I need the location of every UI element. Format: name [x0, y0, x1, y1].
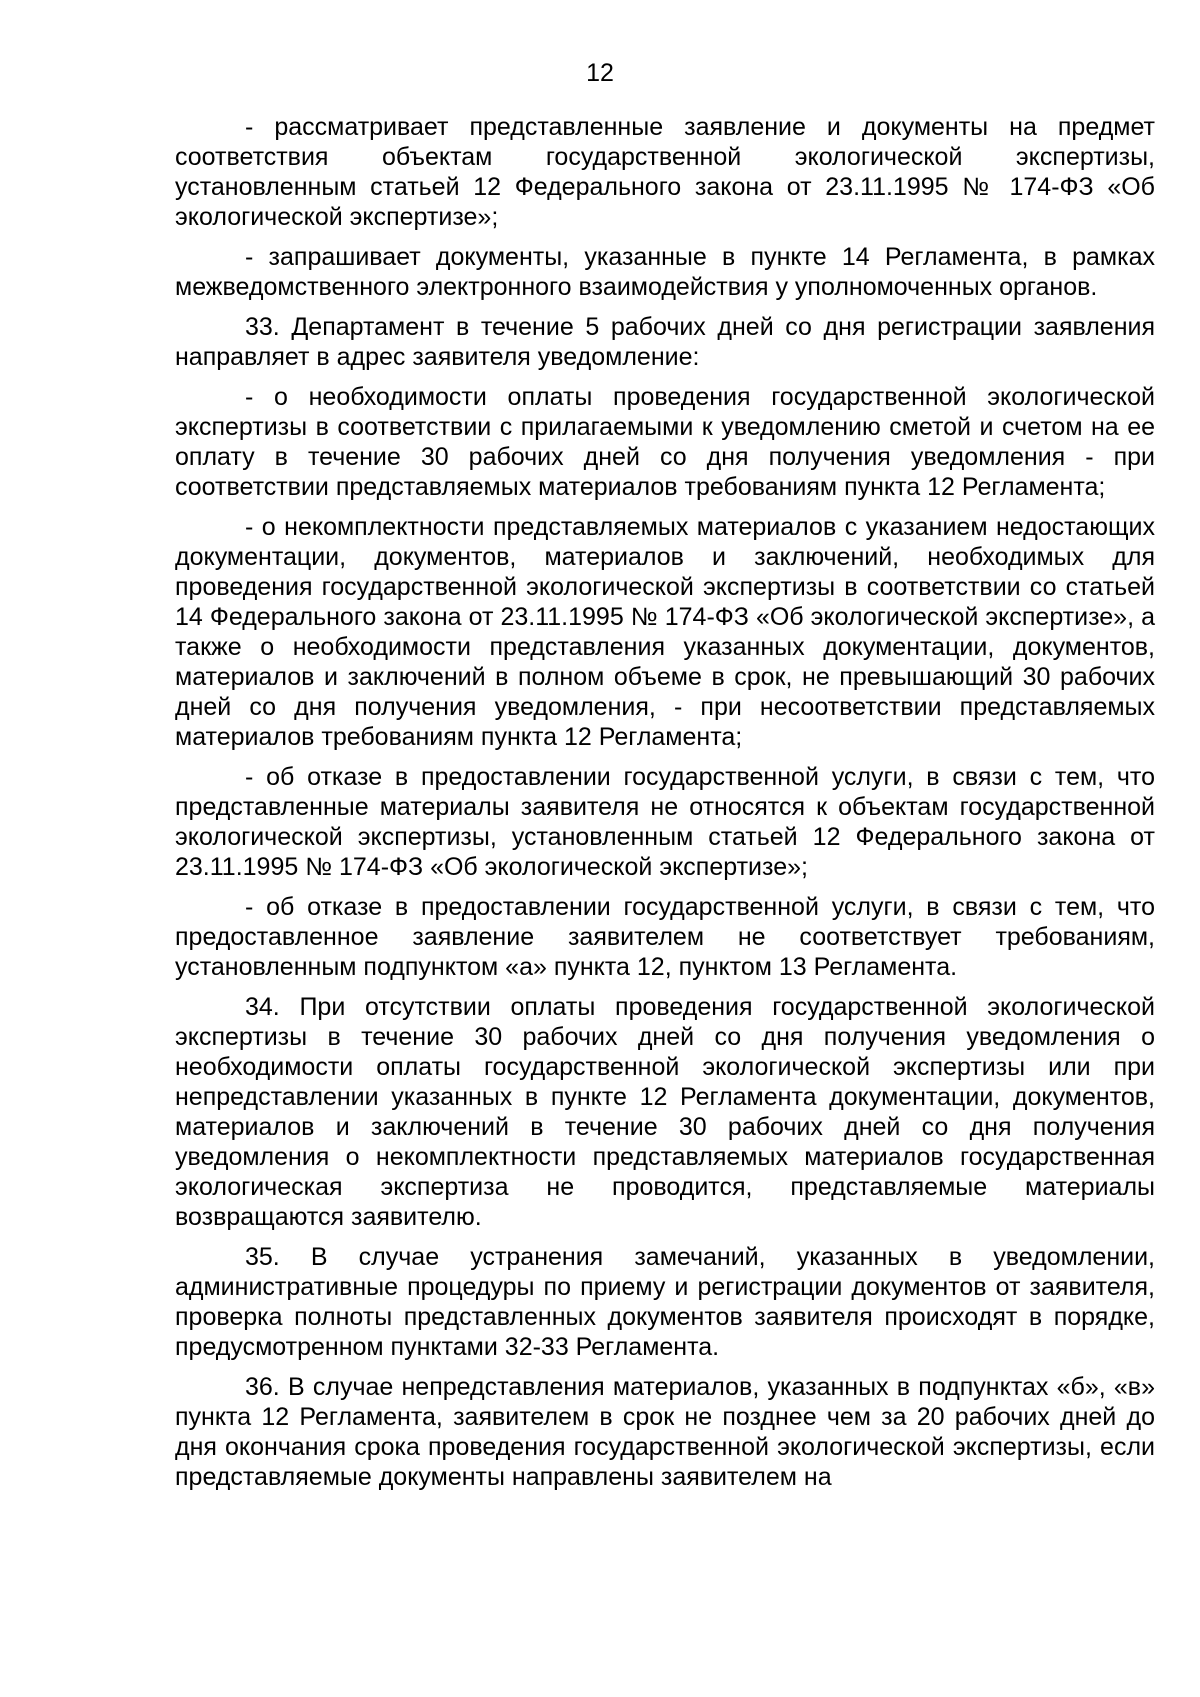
paragraph-review-documents: - рассматривает представленные заявление и документы на предмет соответствия объектам государственной экологической экспертизы, установленным статьей 12 Федерального закона от 23.11.1995 № 174-ФЗ «Об экологической экспертизе»;	[175, 113, 1155, 231]
paragraph-refusal-application: - об отказе в предоставлении государственной услуги, в связи с тем, что предоставленное заявление заявителем не соответствует требованиям, установленным подпунктом «а» пункта 12, пунктом 13 Регламента.	[175, 893, 1155, 981]
paragraph-request-documents: - запрашивает документы, указанные в пункте 14 Регламента, в рамках межведомственного электронного взаимодействия у уполномоченных органов.	[175, 243, 1155, 301]
paragraph-refusal-not-object: - об отказе в предоставлении государственной услуги, в связи с тем, что представленные материалы заявителя не относятся к объектам государственной экологической экспертизы, установленным статьей 12 Федерального закона от 23.11.1995 № 174-ФЗ «Об экологической экспертизе»;	[175, 763, 1155, 881]
paragraph-33: 33. Департамент в течение 5 рабочих дней со дня регистрации заявления направляет в адрес заявителя уведомление:	[175, 313, 1155, 371]
paragraph-34: 34. При отсутствии оплаты проведения государственной экологической экспертизы в течение 30 рабочих дней со дня получения уведомления о необходимости оплаты государственной экологической экспертизы или при непредставлении указанных в пункте 12 Регламента документации, документов, материалов и заключений в течение 30 рабочих дней со дня получения уведомления о некомплектности представляемых материалов государственная экологическая экспертиза не проводится, представляемые материалы возвращаются заявителю.	[175, 993, 1155, 1231]
paragraph-36: 36. В случае непредставления материалов, указанных в подпунктах «б», «в» пункта 12 Регламента, заявителем в срок не позднее чем за 20 рабочих дней до дня окончания срока проведения государственной экологической экспертизы, если представляемые документы направлены заявителем на	[175, 1373, 1155, 1491]
paragraph-payment-notice: - о необходимости оплаты проведения государственной экологической экспертизы в соответствии с прилагаемыми к уведомлению сметой и счетом на ее оплату в течение 30 рабочих дней со дня получения уведомления - при соответствии представляемых материалов требованиям пункта 12 Регламента;	[175, 383, 1155, 501]
document-body	[175, 112, 1155, 1502]
page-number: 12	[586, 59, 614, 87]
paragraph-incompleteness-notice: - о некомплектности представляемых материалов с указанием недостающих документации, документов, материалов и заключений, необходимых для проведения государственной экологической экспертизы в соответствии со статьей 14 Федерального закона от 23.11.1995 № 174-ФЗ «Об экологической экспертизе», а также о необходимости представления указанных документации, документов, материалов и заключений в полном объеме в срок, не превышающий 30 рабочих дней со дня получения уведомления, - при несоответствии представляемых материалов требованиям пункта 12 Регламента;	[175, 513, 1155, 751]
paragraph-35: 35. В случае устранения замечаний, указанных в уведомлении, административные процедуры по приему и регистрации документов от заявителя, проверка полноты представленных документов заявителя происходят в порядке, предусмотренном пунктами 32-33 Регламента.	[175, 1243, 1155, 1361]
